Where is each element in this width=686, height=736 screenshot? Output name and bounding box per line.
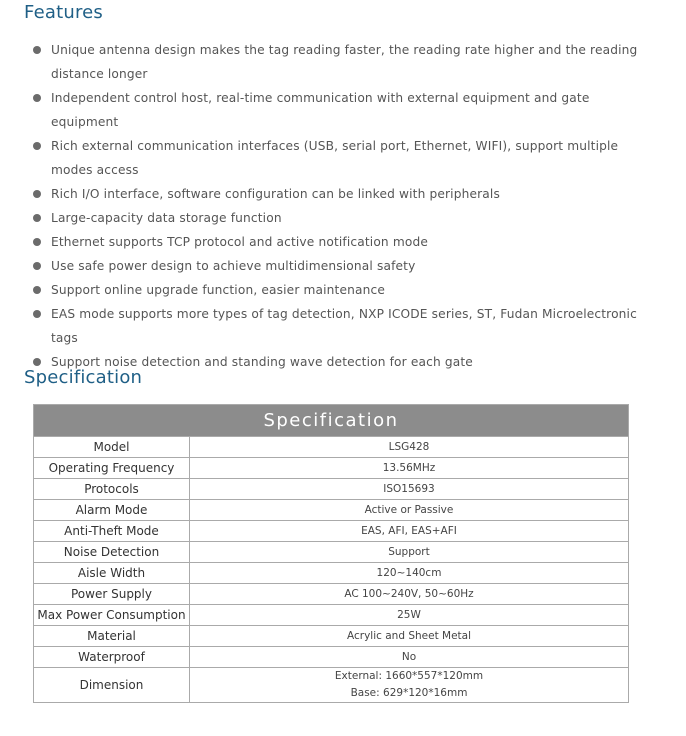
table-row — [34, 626, 629, 647]
table-row — [34, 521, 629, 542]
bullet-icon — [33, 214, 41, 222]
table-row — [34, 437, 629, 458]
features-list — [33, 38, 643, 374]
feature-item — [33, 86, 643, 134]
dimension-base: Base: 629*120*16mm — [350, 687, 468, 699]
bullet-icon — [33, 286, 41, 294]
feature-text: Support noise detection and standing wave detection for each gate — [51, 355, 473, 369]
feature-text: Independent control host, real-time communication with external equipment and gate equipment — [51, 91, 590, 129]
feature-text: EAS mode supports more types of tag detection, NXP ICODE series, ST, Fudan Microelectronic tags — [51, 307, 637, 345]
bullet-icon — [33, 94, 41, 102]
spec-value: 120~140cm — [190, 563, 629, 584]
feature-text: Rich I/O interface, software configuration can be linked with peripherals — [51, 187, 500, 201]
spec-value: Active or Passive — [190, 500, 629, 521]
spec-label: Power Supply — [34, 584, 190, 605]
table-row — [34, 605, 629, 626]
table-row — [34, 479, 629, 500]
dimension-external: External: 1660*557*120mm — [334, 670, 484, 682]
spec-label: Noise Detection — [34, 542, 190, 563]
spec-value: No — [190, 647, 629, 668]
feature-item — [33, 182, 643, 206]
feature-text: Unique antenna design makes the tag reading faster, the reading rate higher and the reading distance longer — [51, 43, 638, 81]
spec-label: Operating Frequency — [34, 458, 190, 479]
spec-label: Material — [34, 626, 190, 647]
spec-value: 13.56MHz — [190, 458, 629, 479]
table-header-row — [34, 405, 629, 437]
table-row — [34, 584, 629, 605]
spec-label: Aisle Width — [34, 563, 190, 584]
feature-text: Ethernet supports TCP protocol and active notification mode — [51, 235, 428, 249]
spec-value: AC 100~240V, 50~60Hz — [190, 584, 629, 605]
spec-value: Acrylic and Sheet Metal — [190, 626, 629, 647]
spec-label: Anti-Theft Mode — [34, 521, 190, 542]
bullet-icon — [33, 46, 41, 54]
spec-value: 25W — [190, 605, 629, 626]
bullet-icon — [33, 142, 41, 150]
spec-value — [190, 668, 629, 703]
bullet-icon — [33, 190, 41, 198]
bullet-icon — [33, 238, 41, 246]
feature-text: Large-capacity data storage function — [51, 211, 282, 225]
spec-value: LSG428 — [190, 437, 629, 458]
feature-item — [33, 38, 643, 86]
spec-label: Alarm Mode — [34, 500, 190, 521]
spec-value: EAS, AFI, EAS+AFI — [190, 521, 629, 542]
feature-text: Support online upgrade function, easier maintenance — [51, 283, 385, 297]
spec-label: Waterproof — [34, 647, 190, 668]
feature-text: Use safe power design to achieve multidimensional safety — [51, 259, 416, 273]
feature-item — [33, 278, 643, 302]
table-row — [34, 647, 629, 668]
table-row — [34, 563, 629, 584]
bullet-icon — [33, 358, 41, 366]
specification-title: Specification — [24, 367, 143, 388]
feature-item — [33, 206, 643, 230]
feature-text: Rich external communication interfaces (USB, serial port, Ethernet, WIFI), support multiple modes access — [51, 139, 619, 177]
spec-value: Support — [190, 542, 629, 563]
spec-label: Dimension — [34, 668, 190, 703]
feature-item — [33, 302, 643, 350]
bullet-icon — [33, 262, 41, 270]
table-header: Specification — [34, 405, 629, 437]
features-title: Features — [24, 2, 103, 23]
table-row — [34, 542, 629, 563]
feature-item — [33, 254, 643, 278]
table-row — [34, 668, 629, 703]
table-row — [34, 458, 629, 479]
specification-table — [33, 404, 629, 703]
spec-label: Model — [34, 437, 190, 458]
spec-label: Protocols — [34, 479, 190, 500]
table-row — [34, 500, 629, 521]
spec-label: Max Power Consumption — [34, 605, 190, 626]
spec-value: ISO15693 — [190, 479, 629, 500]
feature-item — [33, 134, 643, 182]
bullet-icon — [33, 310, 41, 318]
feature-item — [33, 230, 643, 254]
